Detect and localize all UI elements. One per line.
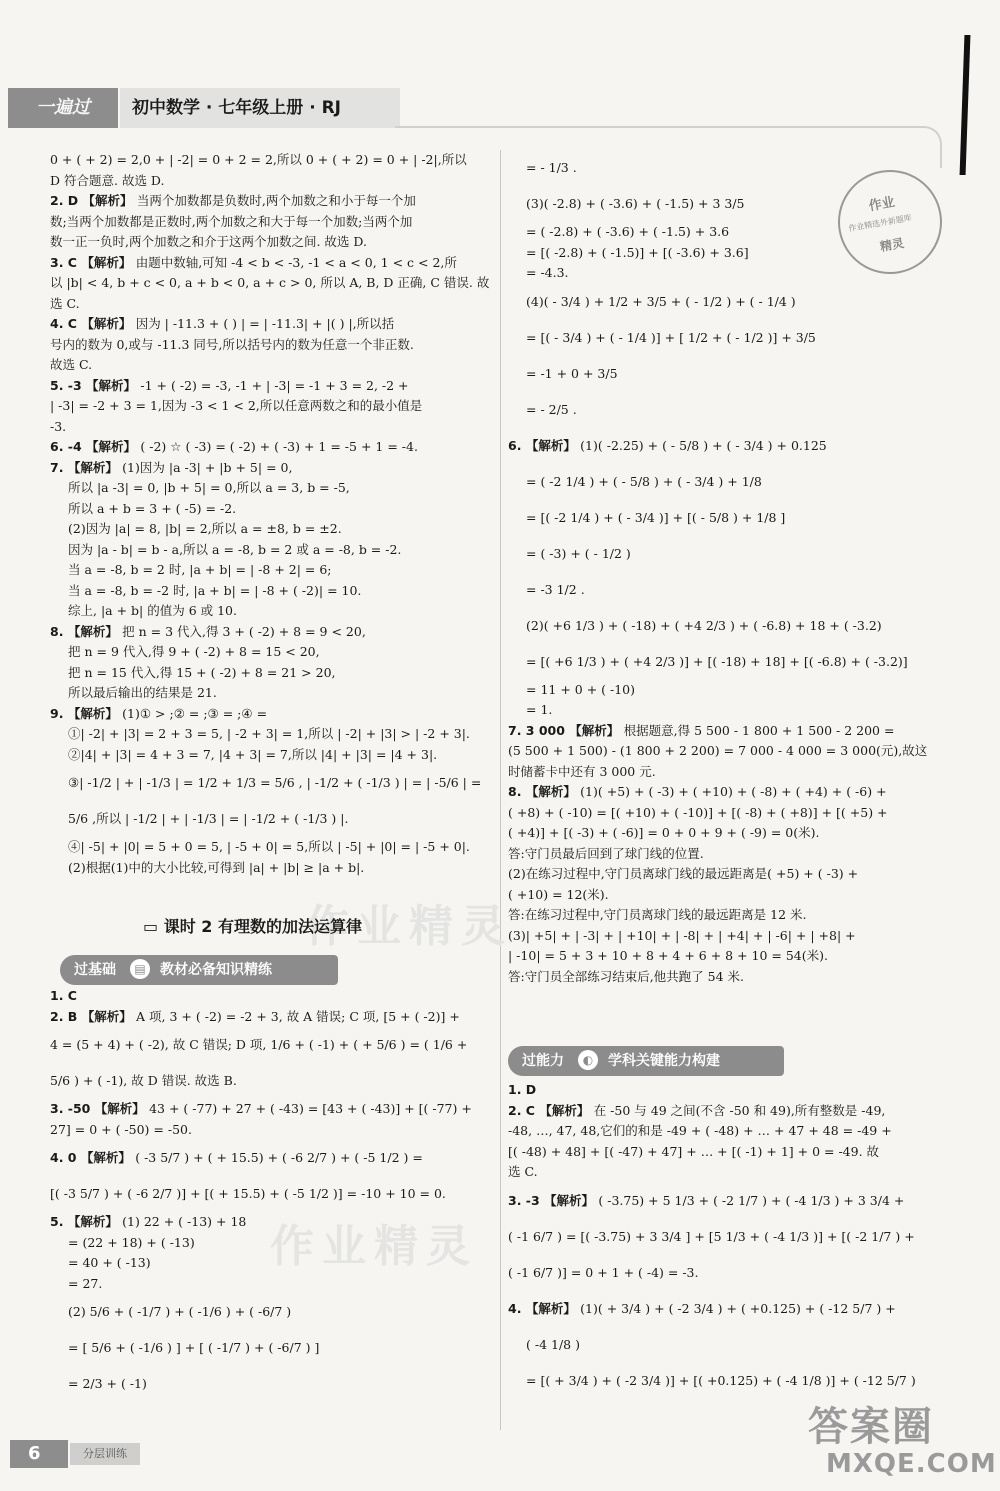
answer-line [50, 1027, 490, 1063]
analysis-tag: 【解析】 [81, 254, 136, 270]
answer-line [508, 320, 940, 356]
answer-line [508, 762, 940, 783]
question-number: 4. 0 [50, 1150, 81, 1165]
answer-text: 答:守门员全部练习结束后,他共跑了 54 米. [508, 968, 745, 984]
answer-line [508, 946, 940, 967]
analysis-tag: 【解析】 [82, 193, 137, 208]
answer-text: = - 1/3 . [526, 160, 577, 175]
question-number: 1. C [50, 988, 77, 1003]
answer-line [50, 1330, 490, 1366]
answer-text: = [( -2 1/4 ) + ( - 3/4 )] + [( - 5/8 ) + 1/8 ] [526, 509, 786, 525]
answer-line [508, 263, 940, 284]
left-column [50, 150, 490, 878]
answer-text: = 1. [526, 702, 553, 717]
watermark: 作业精灵 [305, 901, 513, 952]
answer-text: ( +8) + ( -10) = [( +10) + ( -10)] + [( -8) + ( +8)] + [( +5) + [508, 804, 888, 820]
answer-line [508, 1219, 940, 1255]
answer-text: 43 + ( -77) + 27 + ( -43) = [43 + ( -43)] + [( -77) + [149, 1101, 472, 1116]
answer-text: (1)因为 |a -3| + |b + 5| = 0, [122, 459, 293, 475]
answer-text: 由题中数轴,可知 -4 < b < -3, -1 < a < 0, 1 < c < 2,所 [135, 254, 457, 270]
answer-text: [( -48) + 48] + [( -47) + 47] + … + [( -1) + 1] + 0 = -49. 故 [508, 1143, 880, 1159]
answer-line [508, 356, 940, 392]
answer-line [508, 1142, 940, 1163]
header [8, 88, 398, 128]
left-answers-part1 [50, 150, 490, 878]
book-title: 初中数学 · 七年级上册 · RJ [120, 88, 400, 128]
page-number: 6 [10, 1440, 68, 1468]
question-number: 3. C [50, 254, 82, 270]
answer-line [50, 1212, 490, 1233]
answer-text: = ( -2 1/4 ) + ( - 5/8 ) + ( - 3/4 ) + 1/8 [526, 473, 762, 489]
answer-text: (2)根据(1)中的大小比较,可得到 |a| + |b| ≥ |a + b|. [68, 859, 365, 875]
answer-line [508, 926, 940, 947]
target-icon: ◐ [578, 1050, 598, 1070]
answer-text: ④| -5| + |0| = 5 + 0 = 5, | -5 + 0| = 5,所以 | -5| + |0| = | -5 + 0|. [68, 839, 470, 854]
answer-text: 27] = 0 + ( -50) = -50. [50, 1121, 192, 1137]
answer-text: ( +10) = 12(米). [508, 886, 609, 902]
analysis-tag: 【解析】 [569, 722, 624, 738]
answer-text: (2) 5/6 + ( -1/7 ) + ( -1/6 ) + ( -6/7 ) [68, 1304, 292, 1319]
answer-line [508, 1291, 940, 1327]
answer-text: 答:守门员最后回到了球门线的位置. [508, 845, 704, 861]
answer-text: 把 n = 3 代入,得 3 + ( -2) + 8 = 9 < 20, [122, 623, 366, 639]
answer-text: 根据题意,得 5 500 - 1 800 + 1 500 - 2 200 = [623, 722, 895, 738]
question-number: 7. 3 000 [508, 722, 570, 738]
question-number: 2. C [508, 1102, 540, 1118]
answer-line [508, 284, 940, 320]
band-label: 过基础 [74, 962, 116, 978]
answer-text: = 2/3 + ( -1) [68, 1376, 147, 1391]
answer-line [508, 823, 940, 844]
answer-text: 5/6 ) + ( -1), 故 D 错误. 故选 B. [50, 1073, 237, 1088]
answer-text: (1)( -2.25) + ( - 5/8 ) + ( - 3/4 ) + 0.125 [580, 437, 827, 453]
answer-line [50, 1063, 490, 1099]
question-number: 5. -3 [50, 377, 87, 393]
answer-text: (1)① > ;② = ;③ = ;④ = [122, 705, 268, 721]
answer-text: D 符合题意. 故选 D. [50, 172, 165, 188]
stamp-line2: 作业精选外新题库 [847, 213, 913, 234]
analysis-tag: 【解析】 [67, 623, 123, 639]
answer-line [508, 885, 940, 906]
answer-text: (2)因为 |a| = 8, |b| = 2,所以 a = ±8, b = ±2. [68, 521, 342, 536]
answer-line [508, 680, 940, 701]
analysis-tag: 【解析】 [539, 1102, 594, 1118]
section-band-ability [508, 1046, 784, 1076]
notebook-icon: ▤ [130, 959, 150, 979]
answer-line [50, 273, 490, 294]
band-text: 教材必备知识精练 [160, 962, 272, 978]
answer-text: ①| -2| + |3| = 2 + 3 = 5, | -2 + 3| = 1,所以 | -2| + |3| > | -2 + 3|. [68, 726, 470, 741]
answer-text: = -3 1/2 . [526, 581, 585, 597]
answer-text: = 40 + ( -13) [68, 1255, 151, 1270]
answer-line [50, 663, 490, 684]
analysis-tag: 【解析】 [544, 1192, 599, 1208]
answer-text: 数一正一负时,两个加数之和介于这两个加数之间. 故选 D. [50, 234, 367, 249]
answer-line [50, 986, 490, 1007]
question-number: 5. [50, 1214, 68, 1229]
answer-text: 把 n = 9 代入,得 9 + ( -2) + 8 = 15 < 20, [68, 644, 320, 659]
answer-line [508, 500, 940, 536]
answer-line [50, 212, 490, 233]
analysis-tag: 【解析】 [525, 437, 581, 453]
answer-line [508, 572, 940, 608]
analysis-tag: 【解析】 [86, 439, 141, 454]
site-logo-url: MXQE.COM [826, 1449, 997, 1479]
analysis-tag: 【解析】 [67, 705, 123, 721]
stamp-line1: 作业 [867, 195, 896, 215]
answer-text: A 项, 3 + ( -2) = -2 + 3, 故 A 错误; C 项, [5 + ( -2)] + [136, 1008, 460, 1024]
answer-text: = (22 + 18) + ( -13) [68, 1234, 195, 1250]
answer-text: 所以 |a -3| = 0, |b + 5| = 0,所以 a = 3, b = -5, [68, 480, 350, 495]
answer-line [50, 253, 490, 274]
answer-line [508, 967, 940, 988]
question-number: 3. -50 [50, 1101, 95, 1116]
answer-line [50, 642, 490, 663]
site-watermark-logo [800, 1395, 997, 1485]
answer-line [50, 1007, 490, 1028]
answer-line [50, 232, 490, 253]
answer-line [508, 1080, 940, 1101]
answer-line [50, 519, 490, 540]
answer-line [50, 191, 490, 212]
answer-line [508, 700, 940, 721]
answer-text: (1)( + 3/4 ) + ( -2 3/4 ) + ( +0.125) + ( -12 5/7 ) + [580, 1300, 896, 1316]
answer-text: [( -3 5/7 ) + ( -6 2/7 )] + [( + 15.5) + ( -5 1/2 )] = -10 + 10 = 0. [50, 1186, 446, 1201]
right-answers-part2 [508, 1080, 940, 1399]
answer-text: 选 C. [50, 295, 80, 311]
lesson-title: 课时 2 有理数的加法运算律 [163, 917, 362, 936]
answer-text: 所以最后输出的结果是 21. [68, 685, 217, 700]
answer-line [508, 1101, 940, 1122]
answer-text: 因为 | -11.3 + ( ) | = | -11.3| + |( ) |,所以括 [135, 316, 395, 331]
answer-text: ②|4| + |3| = 4 + 3 = 7, |4 + 3| = 7,所以 |4| + |3| = |4 + 3|. [68, 746, 438, 762]
answer-text: 号内的数为 0,或与 -11.3 同号,所以括号内的数为任意一个非正数. [50, 336, 414, 352]
answer-line [508, 536, 940, 572]
answer-text: 时储蓄卡中还有 3 000 元. [508, 763, 656, 779]
answer-text: (2)( +6 1/3 ) + ( -18) + ( +4 2/3 ) + ( -6.8) + 18 + ( -3.2) [526, 617, 882, 633]
answer-text: 在 -50 与 49 之间(不含 -50 和 49),所有整数是 -49, [593, 1102, 886, 1118]
answer-line [50, 150, 490, 171]
answer-line [50, 1253, 490, 1274]
analysis-tag: 【解析】 [81, 1008, 137, 1024]
answer-line [50, 499, 490, 520]
answer-text: = [( + 3/4 ) + ( -2 3/4 )] + [( +0.125) + ( -4 1/8 )] + ( -12 5/7 ) [526, 1372, 916, 1388]
analysis-tag: 【解析】 [86, 377, 141, 393]
answer-line [508, 392, 940, 428]
answer-text: -1 + ( -2) = -3, -1 + | -3| = -1 + 3 = 2, -2 + [140, 377, 409, 393]
answer-text: (5 500 + 1 500) - (1 800 + 2 200) = 7 000 - 4 000 = 3 000(元),故这 [508, 743, 928, 758]
analysis-tag: 【解析】 [80, 1150, 136, 1165]
right-column [508, 150, 940, 987]
band-label: 过能力 [522, 1053, 564, 1069]
answer-text: 当 a = -8, b = -2 时, |a + b| = | -8 + ( -2)| = 10. [68, 582, 362, 598]
brand-logo: 一遍过 [8, 88, 118, 128]
answer-text: 故选 C. [50, 357, 93, 372]
answer-text: = ( -2.8) + ( -3.6) + ( -1.5) + 3.6 [526, 224, 730, 239]
answer-text: ( -1 6/7 )] = 0 + 1 + ( -4) = -3. [508, 1264, 699, 1280]
answer-text: -3. [50, 418, 67, 434]
left-column-lower [50, 986, 490, 1402]
analysis-tag: 【解析】 [525, 1300, 581, 1316]
answer-text: = [( +6 1/3 ) + ( +4 2/3 )] + [( -18) + 18] + [( -6.8) + ( -3.2)] [526, 653, 908, 669]
answer-line [50, 458, 490, 479]
stamp-line3: 精灵 [878, 236, 906, 254]
answer-line [50, 801, 490, 837]
question-number: 2. D [50, 193, 83, 208]
answer-text: 所以 a + b = 3 + ( -5) = -2. [68, 500, 237, 516]
answer-text: | -10| = 5 + 3 + 10 + 8 + 4 + 6 + 8 + 10 = 54(米). [508, 948, 828, 963]
answer-line [508, 464, 940, 500]
answer-text: (3)| +5| + | -3| + | +10| + | -8| + | +4| + | -6| + | +8| + [508, 927, 856, 943]
answer-text: ( -4 1/8 ) [526, 1336, 580, 1352]
answer-line [50, 704, 490, 725]
answer-line [508, 1183, 940, 1219]
answer-line [50, 837, 490, 858]
analysis-tag: 【解析】 [67, 459, 123, 475]
answer-text: (4)( - 3/4 ) + 1/2 + 3/5 + ( - 1/2 ) + ( - 1/4 ) [526, 293, 796, 309]
answer-line [50, 417, 490, 438]
question-number: 2. B [50, 1008, 82, 1024]
answer-text: = -4.3. [526, 265, 569, 280]
answer-line [50, 294, 490, 315]
question-number: 4. C [50, 316, 82, 331]
answer-text: 5/6 ,所以 | -1/2 | + | -1/3 | = | -1/2 + ( -1/3 ) |. [68, 811, 349, 826]
book-icon: ▭ [143, 917, 159, 936]
answer-line [50, 560, 490, 581]
question-number: 9. [50, 705, 68, 721]
answer-text: = - 2/5 . [526, 401, 577, 417]
analysis-tag: 【解析】 [67, 1214, 123, 1229]
answer-line [508, 782, 940, 803]
answer-line [50, 1176, 490, 1212]
answer-text: 选 C. [508, 1164, 538, 1179]
answer-line [50, 622, 490, 643]
answer-text: ( -3.75) + 5 1/3 + ( -2 1/7 ) + ( -4 1/3 ) + 3 3/4 + [598, 1192, 905, 1208]
answer-text: = -1 + 0 + 3/5 [526, 365, 618, 381]
question-number: 7. [50, 459, 68, 475]
analysis-tag: 【解析】 [525, 784, 581, 799]
watermark: 作业精灵 [270, 1221, 478, 1272]
answer-line [50, 314, 490, 335]
column-divider [500, 150, 501, 1430]
answer-line [508, 186, 940, 222]
answer-text: = 27. [68, 1275, 103, 1291]
right-answers-part1 [508, 150, 940, 987]
answer-line [508, 428, 940, 464]
answer-text: 因为 |a - b| = b - a,所以 a = -8, b = 2 或 a = -8, b = -2. [68, 541, 402, 557]
answer-line [50, 396, 490, 417]
answer-line [508, 1121, 940, 1142]
answer-line [508, 644, 940, 680]
answer-line [508, 222, 940, 243]
answer-text: = [( - 3/4 ) + ( - 1/4 )] + [ 1/2 + ( - 1/2 )] + 3/5 [526, 329, 816, 345]
question-number: 6. -4 [50, 439, 87, 454]
lesson-heading [143, 914, 362, 937]
answer-line [50, 1120, 490, 1141]
answer-text: 数;当两个加数都是正数时,两个加数之和大于每一个加数;当两个加 [50, 213, 413, 229]
answer-line [50, 478, 490, 499]
answer-line [508, 1162, 940, 1183]
answer-line [508, 150, 940, 186]
site-logo-text: 答案圈 [808, 1404, 934, 1450]
answer-line [508, 864, 940, 885]
answer-line [50, 376, 490, 397]
answer-line [50, 355, 490, 376]
answer-line [508, 1255, 940, 1291]
answer-line [508, 1327, 940, 1363]
answer-text: ( -3 5/7 ) + ( + 15.5) + ( -6 2/7 ) + ( -5 1/2 ) = [135, 1150, 423, 1165]
answer-text: 4 = (5 + 4) + ( -2), 故 C 错误; D 项, 1/6 + ( -1) + ( + 5/6 ) = ( 1/6 + [50, 1037, 468, 1052]
answer-line [50, 540, 490, 561]
answer-text: ③| -1/2 | + | -1/3 | = 1/2 + 1/3 = 5/6 , | -1/2 + ( -1/3 ) | = | -5/6 | = [68, 775, 482, 790]
answer-line [50, 1233, 490, 1254]
analysis-tag: 【解析】 [94, 1101, 150, 1116]
answer-text: 当两个加数都是负数时,两个加数之和小于每一个加 [136, 193, 416, 208]
analysis-tag: 【解析】 [81, 316, 136, 331]
answer-text: | -3| = -2 + 3 = 1,因为 -3 < 1 < 2,所以任意两数之和的最小值是 [50, 398, 423, 413]
answer-text: (1) 22 + ( -13) + 18 [122, 1214, 247, 1229]
question-number: 4. [508, 1300, 526, 1316]
answer-line [50, 335, 490, 356]
answer-line [508, 608, 940, 644]
answer-text: 把 n = 15 代入,得 15 + ( -2) + 8 = 21 > 20, [68, 664, 336, 680]
question-number: 8. [50, 623, 68, 639]
answer-line [50, 1099, 490, 1120]
band-text: 学科关键能力构建 [608, 1053, 720, 1069]
answer-line [508, 803, 940, 824]
answer-text: 综上, |a + b| 的值为 6 或 10. [68, 603, 237, 618]
answer-text: 答:在练习过程中,守门员离球门线的最远距离是 12 米. [508, 907, 807, 922]
answer-text: = 11 + 0 + ( -10) [526, 681, 636, 697]
question-number: 6. [508, 437, 526, 453]
answer-line [50, 1140, 490, 1176]
answer-text: = ( -3) + ( - 1/2 ) [526, 545, 631, 561]
answer-line [508, 844, 940, 865]
answer-line [50, 1274, 490, 1295]
section-band-basic [60, 955, 338, 985]
answer-text: 以 |b| < 4, b + c < 0, a + b < 0, a + c > 0, 所以 A, B, D 正确, C 错误. 故 [50, 275, 490, 290]
left-answers-part2 [50, 986, 490, 1402]
answer-text: ( -2) ☆ ( -3) = ( -2) + ( -3) + 1 = -5 + 1 = -4. [140, 439, 418, 454]
answer-line [508, 1363, 940, 1399]
answer-text: -48, …, 47, 48,它们的和是 -49 + ( -48) + … + 47 + 48 = -49 + [508, 1123, 892, 1138]
pen-mark [960, 35, 971, 175]
answer-line [50, 171, 490, 192]
question-number: 8. [508, 784, 526, 799]
question-number: 1. D [508, 1082, 537, 1097]
answer-line [508, 905, 940, 926]
answer-line [50, 745, 490, 766]
answer-line [50, 858, 490, 879]
answer-text: ( +4)] + [( -3) + ( -6)] = 0 + 0 + 9 + ( -9) = 0(米). [508, 825, 820, 840]
answer-line [50, 765, 490, 801]
answer-text: = [( -2.8) + ( -1.5)] + [( -3.6) + 3.6] [526, 244, 749, 260]
answer-line [50, 437, 490, 458]
answer-text: (1)( +5) + ( -3) + ( +10) + ( -8) + ( +4) + ( -6) + [580, 784, 887, 799]
answer-text: 0 + ( + 2) = 2,0 + | -2| = 0 + 2 = 2,所以 0 + ( + 2) = 0 + | -2|,所以 [50, 152, 467, 167]
answer-line [50, 601, 490, 622]
answer-text: = [ 5/6 + ( -1/6 ) ] + [ ( -1/7 ) + ( -6/7 ) ] [68, 1340, 320, 1355]
answer-text: ( -1 6/7 ) = [( -3.75) + 3 3/4 ] + [5 1/3 + ( -4 1/3 )] + [( -2 1/7 ) + [508, 1228, 915, 1244]
answer-line [508, 741, 940, 762]
question-number: 3. -3 [508, 1192, 545, 1208]
answer-line [50, 724, 490, 745]
answer-text: (2)在练习过程中,守门员离球门线的最远距离是( +5) + ( -3) + [508, 866, 859, 881]
answer-line [50, 683, 490, 704]
answer-text: (3)( -2.8) + ( -3.6) + ( -1.5) + 3 3/5 [526, 196, 745, 211]
right-column-lower [508, 1080, 940, 1399]
answer-line [50, 1366, 490, 1402]
answer-line [50, 581, 490, 602]
answer-text: 当 a = -8, b = 2 时, |a + b| = | -8 + 2| = 6; [68, 562, 332, 577]
answer-line [50, 1294, 490, 1330]
footer-label: 分层训练 [70, 1443, 140, 1465]
answer-line [508, 721, 940, 742]
answer-line [508, 243, 940, 264]
